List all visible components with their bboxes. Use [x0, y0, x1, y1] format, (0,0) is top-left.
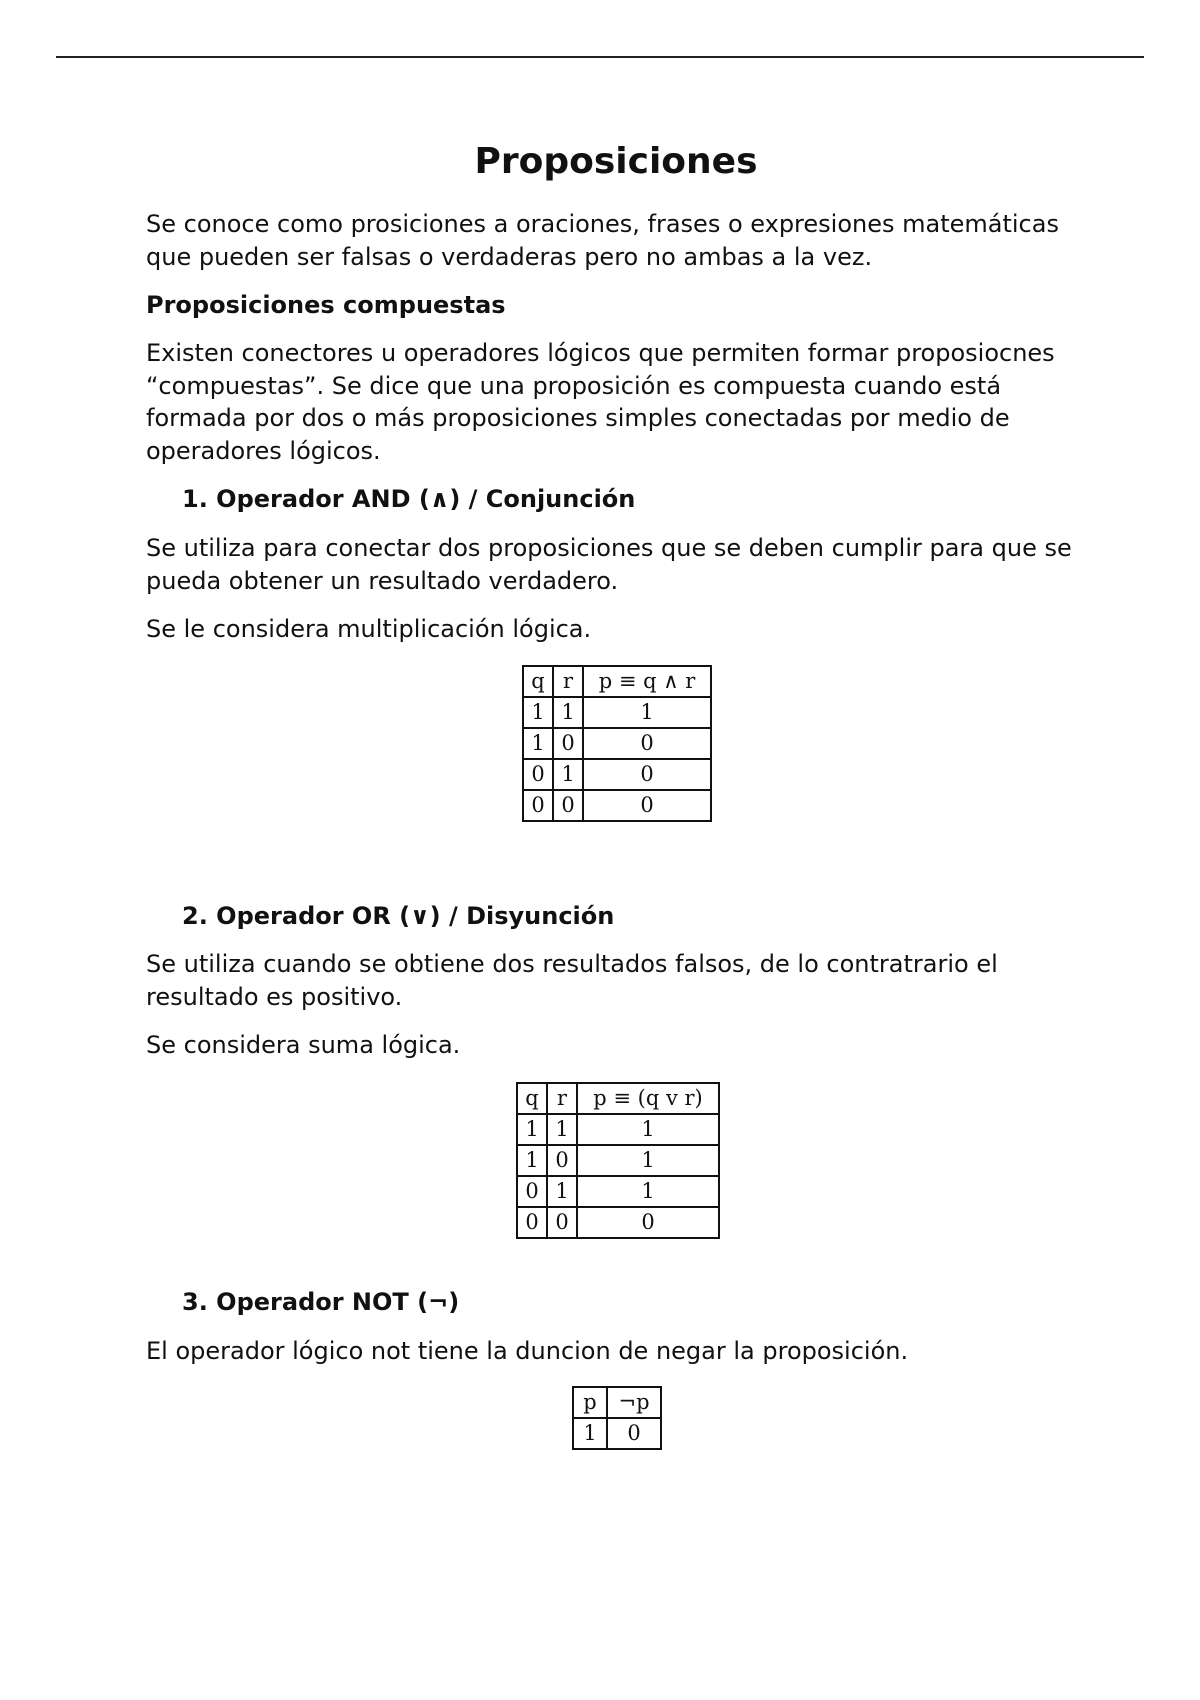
table-header-cell: p ≡ (q v r)	[577, 1083, 719, 1114]
table-cell: 1	[517, 1114, 547, 1145]
table-cell: 0	[553, 790, 583, 821]
intro-paragraph: Se conoce como prosiciones a oraciones, frases o expresiones matemáticas que pueden ser falsas o verdaderas pero no ambas a la vez.	[146, 210, 1059, 271]
table-cell: 1	[517, 1145, 547, 1176]
table-header-row	[517, 1083, 719, 1114]
and-paragraph: Se utiliza para conectar dos proposiciones que se deben cumplir para que se pueda obtener un resultado verdadero.	[146, 534, 1072, 595]
and-truth-table	[522, 665, 712, 822]
table-cell: 0	[607, 1418, 661, 1449]
table-cell: 0	[517, 1207, 547, 1238]
compuestas-heading: Proposiciones compuestas	[146, 291, 506, 319]
table-row	[523, 790, 711, 821]
table-header-cell: q	[523, 666, 553, 697]
or-paragraph: Se utiliza cuando se obtiene dos resultados falsos, de lo contratrario el resultado es positivo.	[146, 950, 998, 1011]
table-cell: 1	[547, 1114, 577, 1145]
table-cell: 0	[517, 1176, 547, 1207]
and-paragraph-2: Se le considera multiplicación lógica.	[146, 615, 592, 643]
table-cell: 0	[547, 1207, 577, 1238]
table-cell: 1	[547, 1176, 577, 1207]
table-header-cell: q	[517, 1083, 547, 1114]
table-header-cell: p	[573, 1387, 607, 1418]
table-row	[573, 1418, 661, 1449]
table-cell: 1	[583, 697, 711, 728]
table-row	[517, 1207, 719, 1238]
table-cell: 0	[583, 759, 711, 790]
or-operator-heading: 2. Operador OR (∨) / Disyunción	[182, 902, 615, 930]
table-row	[517, 1176, 719, 1207]
table-cell: 1	[577, 1176, 719, 1207]
table-row	[523, 728, 711, 759]
page-title: Proposiciones	[474, 141, 758, 182]
table-header-cell: p ≡ q ∧ r	[583, 666, 711, 697]
table-header-cell: ¬p	[607, 1387, 661, 1418]
table-cell: 1	[553, 697, 583, 728]
table-cell: 0	[583, 728, 711, 759]
table-cell: 0	[553, 728, 583, 759]
table-row	[523, 759, 711, 790]
table-cell: 1	[573, 1418, 607, 1449]
table-cell: 0	[523, 790, 553, 821]
table-row	[517, 1145, 719, 1176]
table-cell: 0	[583, 790, 711, 821]
not-paragraph: El operador lógico not tiene la duncion de negar la proposición.	[146, 1337, 909, 1365]
table-cell: 0	[577, 1207, 719, 1238]
table-row	[517, 1114, 719, 1145]
table-cell: 1	[523, 728, 553, 759]
table-cell: 1	[577, 1145, 719, 1176]
table-header-cell: r	[547, 1083, 577, 1114]
or-truth-table	[516, 1082, 720, 1239]
not-operator-heading: 3. Operador NOT (¬)	[182, 1288, 460, 1316]
table-header-row	[573, 1387, 661, 1418]
and-operator-heading: 1. Operador AND (∧) / Conjunción	[182, 485, 636, 513]
table-cell: 1	[553, 759, 583, 790]
table-cell: 0	[547, 1145, 577, 1176]
table-header-row	[523, 666, 711, 697]
table-cell: 1	[523, 697, 553, 728]
or-paragraph-2: Se considera suma lógica.	[146, 1031, 461, 1059]
table-header-cell: r	[553, 666, 583, 697]
compuestas-paragraph: Existen conectores u operadores lógicos que permiten formar proposiocnes “compuestas”. Se dice que una proposición es compuesta cuando está formada por dos o más proposiciones simples conectadas por medio de operadores lógicos.	[146, 339, 1055, 465]
table-row	[523, 697, 711, 728]
not-truth-table	[572, 1386, 662, 1450]
table-cell: 1	[577, 1114, 719, 1145]
top-rule	[56, 56, 1144, 58]
table-cell: 0	[523, 759, 553, 790]
